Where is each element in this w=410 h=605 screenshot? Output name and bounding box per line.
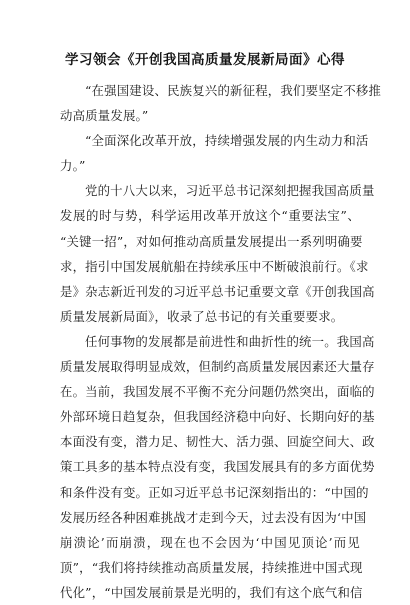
body-line: 动高质量发展。” — [60, 108, 149, 124]
body-line: 本面没有变，潜力足、韧性大、活力强、回旋空间大、政 — [60, 434, 375, 450]
body-line: “全面深化改革开放，持续增强发展的内生动力和活 — [85, 133, 369, 149]
body-line: 代化”，“中国发展前景是光明的，我们有这个底气和信 — [60, 584, 363, 600]
body-line: 质量发展新局面》，收录了总书记的有关重要要求。 — [60, 308, 344, 324]
body-line: 是》杂志新近刊发的习近平总书记重要文章《开创我国高 — [60, 283, 375, 299]
body-line: 在。当前，我国发展不平衡不充分问题仍然突出，面临的 — [60, 384, 375, 400]
body-line: 和条件没有变。正如习近平总书记深刻指出的：“中国的 — [60, 484, 369, 500]
document-body — [60, 78, 382, 605]
body-line: 崩溃论’而崩溃，现在也不会因为‘中国见顶论’而见 — [60, 534, 360, 550]
body-line: “关键一招”，对如何推动高质量发展提出一系列明确要 — [60, 233, 363, 249]
body-line: 发展的时与势，科学运用改革开放这个“重要法宝”、 — [60, 208, 360, 224]
document-title: 学习领会《开创我国高质量发展新局面》心得 — [65, 52, 345, 68]
body-line: 任何事物的发展都是前进性和曲折性的统一。我国高 — [85, 333, 375, 349]
body-line: 顶”，“我们将持续推动高质量发展，持续推进中国式现 — [60, 559, 363, 575]
body-line: 外部环境日趋复杂，但我国经济稳中向好、长期向好的基 — [60, 409, 375, 425]
body-line: “在强国建设、民族复兴的新征程，我们要坚定不移推 — [85, 83, 382, 98]
body-line: 质量发展取得明显成效，但制约高质量发展因素还大量存 — [60, 359, 375, 375]
body-line: 策工具多的基本特点没有变，我国发展具有的多方面优势 — [60, 459, 375, 475]
body-line: 发展历经各种困难挑战才走到今天，过去没有因为‘中国 — [60, 509, 367, 525]
body-line: 力。” — [60, 158, 86, 174]
body-line: 党的十八大以来，习近平总书记深刻把握我国高质量 — [85, 183, 375, 199]
body-line: 求，指引中国发展航船在持续承压中不断破浪前行。《求 — [60, 258, 369, 274]
